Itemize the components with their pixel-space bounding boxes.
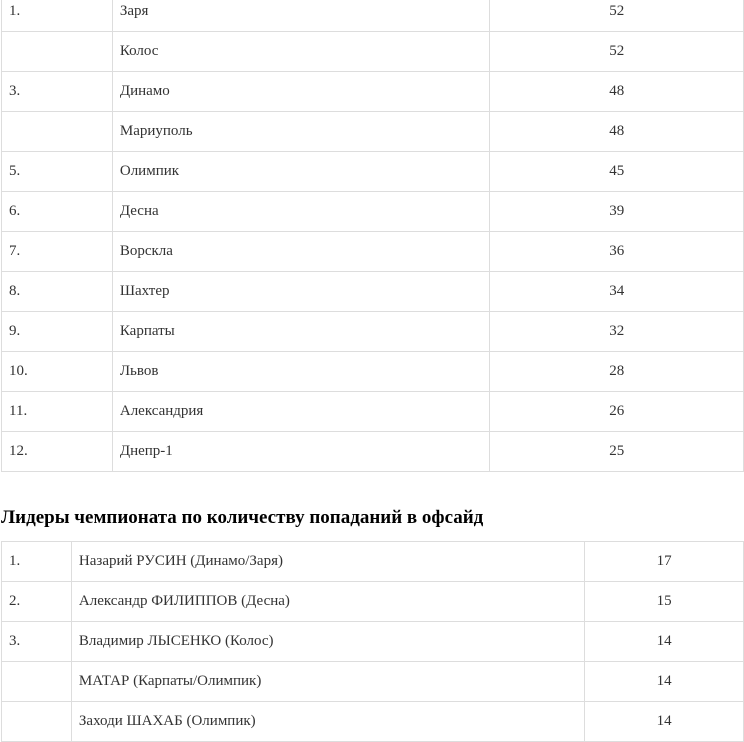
table-row (2, 72, 744, 112)
offside-count-cell: 17 (585, 542, 744, 582)
points-cell: 45 (490, 152, 744, 192)
offside-count-cell: 15 (585, 582, 744, 622)
team-name-cell: Львов (112, 352, 490, 392)
teams-table (1, 0, 744, 472)
table-row (2, 232, 744, 272)
points-cell: 48 (490, 72, 744, 112)
player-name-cell: Назарий РУСИН (Динамо/Заря) (71, 542, 584, 582)
team-name-cell: Карпаты (112, 312, 490, 352)
table-row (2, 352, 744, 392)
rank-cell: 1. (2, 542, 72, 582)
points-cell: 32 (490, 312, 744, 352)
player-name-cell: МАТАР (Карпаты/Олимпик) (71, 662, 584, 702)
rank-cell: 1. (2, 0, 113, 32)
table-row (2, 312, 744, 352)
team-name-cell: Десна (112, 192, 490, 232)
table-row (2, 0, 744, 32)
table-row (2, 272, 744, 312)
teams-table-body (2, 0, 744, 472)
points-cell: 52 (490, 0, 744, 32)
rank-cell (2, 662, 72, 702)
rank-cell: 9. (2, 312, 113, 352)
team-name-cell: Ворскла (112, 232, 490, 272)
rank-cell: 10. (2, 352, 113, 392)
table-row (2, 32, 744, 72)
team-name-cell: Динамо (112, 72, 490, 112)
rank-cell: 3. (2, 72, 113, 112)
team-name-cell: Колос (112, 32, 490, 72)
table-row (2, 662, 744, 702)
offside-table-body (2, 542, 744, 742)
rank-cell: 11. (2, 392, 113, 432)
team-name-cell: Олимпик (112, 152, 490, 192)
points-cell: 39 (490, 192, 744, 232)
offside-count-cell: 14 (585, 622, 744, 662)
rank-cell (2, 112, 113, 152)
player-name-cell: Заходи ШАХАБ (Олимпик) (71, 702, 584, 742)
team-name-cell: Шахтер (112, 272, 490, 312)
points-cell: 34 (490, 272, 744, 312)
table-row (2, 432, 744, 472)
team-name-cell: Днепр-1 (112, 432, 490, 472)
rank-cell (2, 32, 113, 72)
points-cell: 26 (490, 392, 744, 432)
table-row (2, 192, 744, 232)
table-row (2, 542, 744, 582)
offside-table (1, 541, 744, 742)
points-cell: 28 (490, 352, 744, 392)
table-row (2, 582, 744, 622)
table-row (2, 112, 744, 152)
table-row (2, 622, 744, 662)
player-name-cell: Владимир ЛЫСЕНКО (Колос) (71, 622, 584, 662)
points-cell: 52 (490, 32, 744, 72)
player-name-cell: Александр ФИЛИППОВ (Десна) (71, 582, 584, 622)
rank-cell: 8. (2, 272, 113, 312)
rank-cell: 12. (2, 432, 113, 472)
team-name-cell: Александрия (112, 392, 490, 432)
team-name-cell: Заря (112, 0, 490, 32)
points-cell: 48 (490, 112, 744, 152)
points-cell: 25 (490, 432, 744, 472)
rank-cell: 3. (2, 622, 72, 662)
offside-count-cell: 14 (585, 702, 744, 742)
rank-cell: 6. (2, 192, 113, 232)
rank-cell: 5. (2, 152, 113, 192)
section-heading: Лидеры чемпионата по количеству попаданий в офсайд (1, 507, 484, 528)
table-row (2, 152, 744, 192)
table-row (2, 392, 744, 432)
team-name-cell: Мариуполь (112, 112, 490, 152)
offside-count-cell: 14 (585, 662, 744, 702)
rank-cell: 2. (2, 582, 72, 622)
rank-cell: 7. (2, 232, 113, 272)
points-cell: 36 (490, 232, 744, 272)
